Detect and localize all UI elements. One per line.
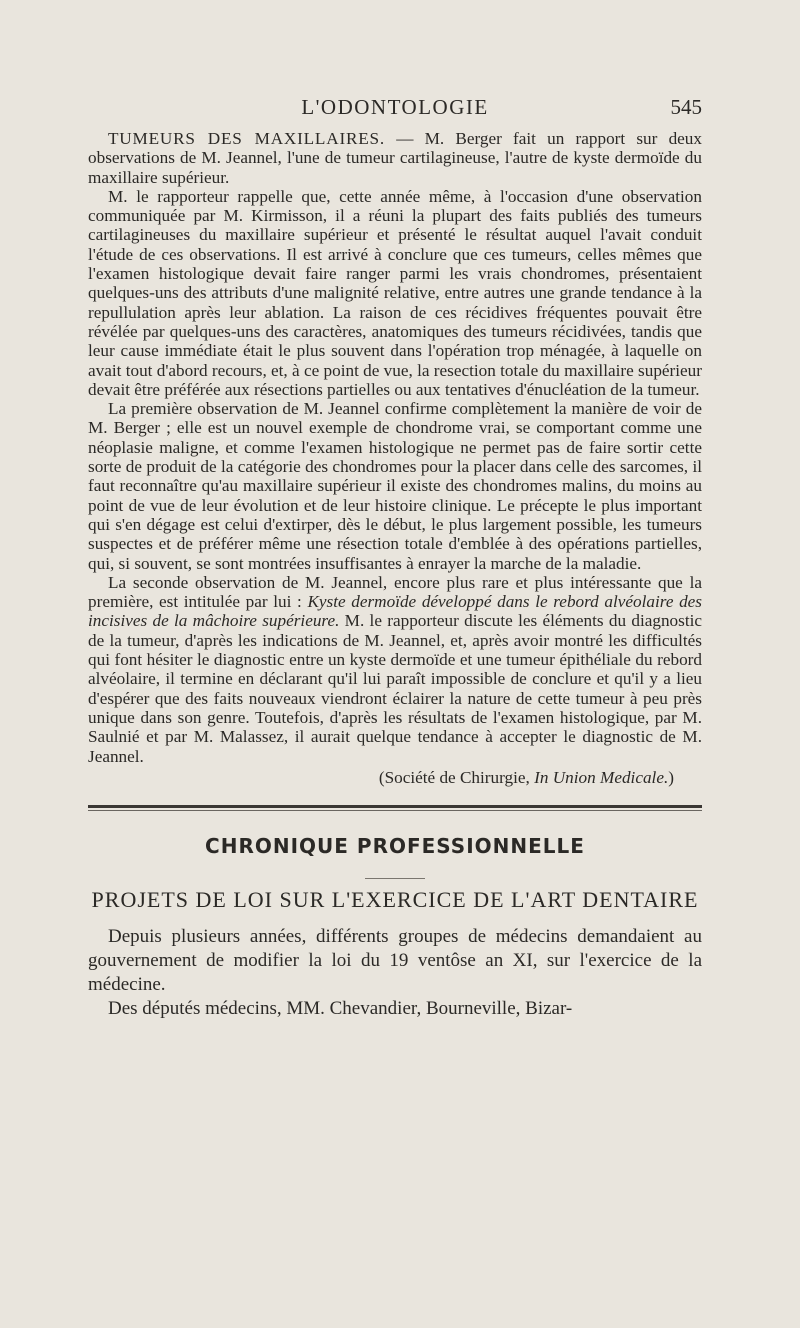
paragraph-4 [88,573,702,766]
section-heading: CHRONIQUE PROFESSIONNELLE [205,834,585,859]
article2-paragraph-2: Des députés médecins, MM. Chevandier, Bourneville, Bizar- [108,998,573,1020]
paragraph-3: La première observation de M. Jeannel confirme complètement la manière de voir de M. Berger ; elle est un nouvel exemple de chondrome vrai, se comportant comme une néoplasie maligne, et comme l'examen histologique ne permet pas de faire sortir cette sorte de produit de la catégorie des chondromes pour la placer dans celle des sarcomes, il faut reconnaître qu'au maxillaire supérieur il existe des chondromes malins, du moins au point de vue de leur évolution et de leur histoire clinique. Le précepte le plus important qui s'en dégage est celui d'extirper, dès le début, le plus largement possible, les tumeurs suspectes et de préférer même une résection totale d'emblée à des opérations partielles, qui, si souvent, se sont montrées insuffisantes à enrayer la marche de la maladie. [88,399,702,573]
paragraph-4-end: M. le rapporteur discute les éléments du diagnostic de la tumeur, d'après les indications de M. Jeannel, et, après avoir montré les difficultés qui font hésiter le diagnostic entre un kyste dermoïde et une tumeur épithéliale du rebord alvéolaire, il termine en déclarant qu'il lui paraît impossible de conclure et qu'il y a lieu d'espérer que des faits nouveaux viendront éclairer la nature de cette tumeur à peu près unique dans son genre. Toutefois, d'après les résultats de l'examen histologique, par M. Saulnié et par M. Malassez, il aurait quelque tendance à accepter le diagnostic de M. Jeannel. [88,611,702,766]
paragraph-1 [88,129,702,187]
source-citation [88,768,702,787]
source-italic: In Union Medicale. [534,767,669,787]
section-divider [88,805,702,811]
article-tumeurs [88,129,702,787]
paragraph-4-italic-title: Kyste dermoïde développé dans le rebord alvéolaire des incisives de la mâchoire supérieure. [88,592,702,631]
paragraph-1-text: — M. Berger fait un rapport sur deux observations de M. Jeannel, l'une de tumeur cartilagineuse, l'autre de kyste dermoïde du maxillaire supérieur. [88,129,702,187]
running-head [88,95,702,129]
article-projets [88,925,702,1021]
page-number: 545 [670,95,702,119]
paragraph-2: M. le rapporteur rappelle que, cette année même, à l'occasion d'une observation communiquée par M. Kirmisson, il a réuni la plupart des faits publiés des tumeurs cartilagineuses du maxillaire supérieur et présenté le résultat auquel l'avait conduit l'étude de ces observations. Il est arrivé à conclure que ces tumeurs, celles mêmes que l'examen histologique devait faire ranger parmi les vrais chondromes, présentaient quelques-uns des attributs d'une malignité relative, entre autres une grande tendance à la repullulation après leur ablation. La raison de ces récidives fréquentes pouvait être révélée par quelques-uns des caractères, anatomiques des tumeurs récidivées, tandis que leur cause immédiate était le plus souvent dans l'opération trop ménagée, à laquelle on avait tout d'abord recours, et, à ce point de vue, la resection totale du maxillaire supérieur devait être préférée aux résections partielles ou aux tentatives d'énucléation de la tumeur. [88,186,702,399]
lead-in-heading: TUMEURS DES MAXILLAIRES. [108,129,385,148]
paragraph-4-start: La seconde observation de M. Jeannel, encore plus rare et plus intéressante que la première, est intitulée par lui : [88,572,702,612]
article-title: PROJETS DE LOI SUR L'EXERCICE DE L'ART DENTAIRE [91,887,699,913]
running-title: L'ODONTOLOGIE [301,95,489,119]
short-rule [365,878,425,879]
divider-thin-rule [88,810,702,811]
divider-thick-rule [88,805,702,808]
source-start: (Société de Chirurgie, [378,767,535,787]
article2-paragraph-1: Depuis plusieurs années, différents groupes de médecins demandaient au gouvernement de modifier la loi du 19 ventôse an XI, sur l'exercice de la médecine. [88,926,702,996]
source-end: ) [668,767,674,787]
